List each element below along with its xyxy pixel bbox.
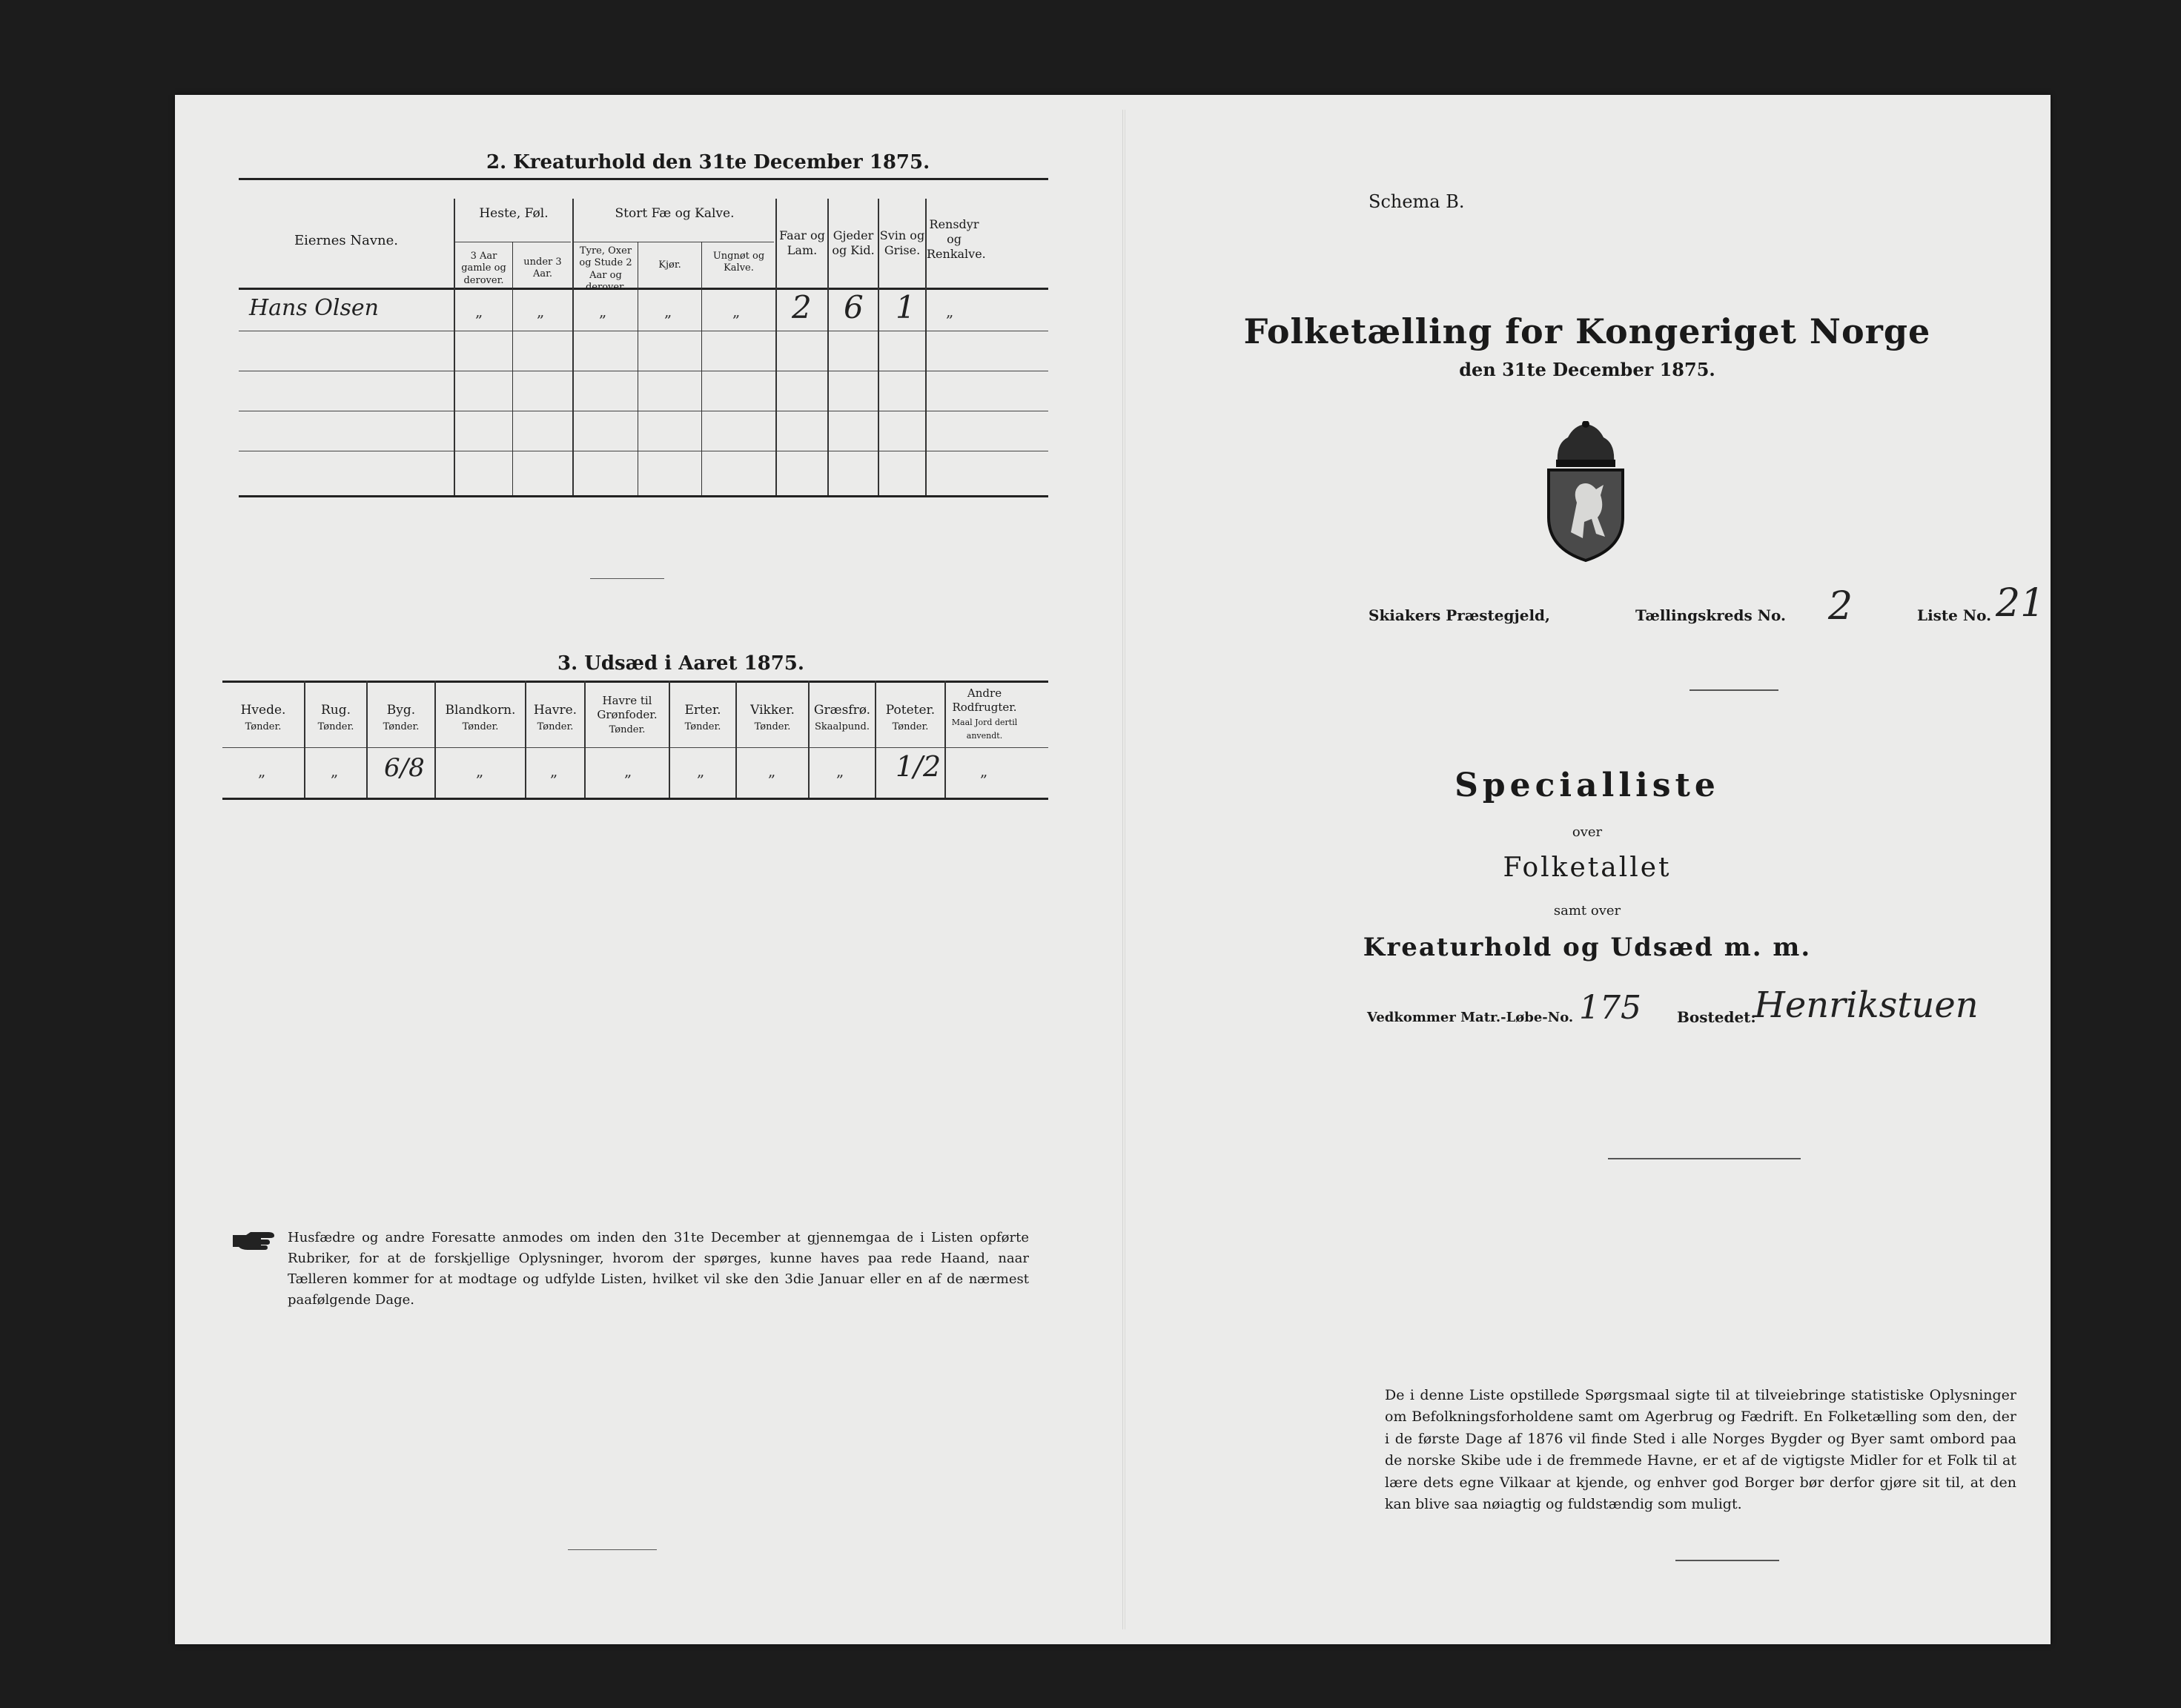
value-graesfro: „ [836, 762, 844, 780]
main-date: den 31te December 1875. [1459, 359, 1715, 380]
value-poteter: 1/2 [896, 750, 941, 783]
divider [568, 1549, 657, 1550]
value-rug: „ [331, 762, 339, 780]
value-hvede: „ [258, 762, 266, 780]
over-text: over [1572, 824, 1603, 840]
footer-text: De i denne Liste opstillede Spørgsmaal sigte til at tilveiebringe statistiske Oplysninger om Befolkningsforholdene samt om Agerbrug og Fædrift. En Folketælling som den, der i de første Dage af 1876 vil finde Sted i alle Norges Bygder og Byer samt ombord paa de norske Skibe ude i de fremmede Havne, er et af de vigtigste Midler for et Folk til at lære dets egne Vilkaar at kjende, og enhver god Borger bør derfor gjøre sit til, at den kan blive saa nøiagtig og fuldstændig som muligt. [1385, 1387, 2016, 1513]
pointing-hand-icon [231, 1229, 276, 1251]
value-heste-3aar: „ [475, 302, 483, 320]
divider [1608, 1158, 1801, 1159]
notice-text: Husfædre og andre Foresatte anmodes om inden den 31te December at gjennemgaa de i Listen opførte Rubriker, for at de forskjellige Oplysninger, hvorom der spørges, kunne haves paa rede Haand, naar Tælleren kommer for at modtage og udfylde Listen, hvilket vil ske den 3die Januar eller en af de nærmest paafølgende Dage. [288, 1230, 1029, 1308]
value-erter: „ [697, 762, 705, 780]
header-tyre-oxer: Tyre, Oxer og Stude 2 Aar og derover. [579, 245, 632, 293]
header-havre: Havre. Tønder. [533, 703, 577, 733]
value-havre-gronfoder: „ [624, 762, 632, 780]
header-rug: Rug. Tønder. [317, 703, 354, 733]
kreaturhold-heading: Kreaturhold og Udsæd m. m. [1363, 933, 1812, 962]
matr-label: Vedkommer Matr.-Løbe-No. [1367, 1010, 1574, 1025]
specialliste-heading: Specialliste [1454, 767, 1720, 804]
header-owner-names: Eiernes Navne. [294, 233, 398, 248]
header-faar: Faar og Lam. [779, 228, 825, 257]
header-rensdyr: Rensdyr og Renkalve. [927, 217, 986, 261]
liste-value: 21 [1996, 581, 2045, 626]
left-page [175, 95, 1124, 1644]
header-vikker: Vikker. Tønder. [750, 703, 795, 733]
value-vikker: „ [768, 762, 776, 780]
header-graesfro: Græsfrø. Skaalpund. [813, 703, 871, 733]
divider [1689, 689, 1778, 691]
value-kjor: „ [664, 302, 672, 320]
main-title: Folketælling for Kongeriget Norge [1243, 311, 1931, 351]
header-poteter: Poteter. Tønder. [885, 703, 936, 733]
header-gjeder: Gjeder og Kid. [832, 228, 875, 257]
kreds-value: 2 [1828, 584, 1853, 629]
schema-label: Schema B. [1368, 191, 1465, 212]
header-hvede: Hvede. Tønder. [240, 703, 286, 733]
header-stort-fae: Stort Fæ og Kalve. [615, 206, 735, 221]
value-havre: „ [550, 762, 558, 780]
header-heste-under-3aar: under 3 Aar. [523, 256, 562, 280]
value-rensdyr: „ [946, 302, 954, 320]
header-blandkorn: Blandkorn. Tønder. [445, 703, 516, 733]
header-svin: Svin og Grise. [879, 228, 925, 257]
header-heste-3aar: 3 Aar gamle og derover. [461, 251, 506, 286]
value-byg: 6/8 [384, 753, 425, 783]
owner-name: Hans Olsen [249, 295, 379, 321]
header-havre-gronfoder: Havre til Grønfoder. Tønder. [597, 694, 658, 735]
section-3-title: 3. Udsæd i Aaret 1875. [557, 652, 804, 675]
header-kjor: Kjør. [658, 259, 681, 271]
header-erter: Erter. Tønder. [684, 703, 721, 733]
prestegjeld-label: Skiakers Præstegjeld, [1368, 606, 1550, 624]
header-ungnot: Ungnøt og Kalve. [712, 251, 765, 274]
divider [590, 578, 664, 579]
value-blandkorn: „ [476, 762, 484, 780]
header-andre-rodfrugter: Andre Rodfrugter. Maal Jord dertil anvendt. [951, 686, 1018, 741]
liste-label: Liste No. [1917, 606, 1992, 624]
header-byg: Byg. Tønder. [383, 703, 420, 733]
bostedet-label: Bostedet: [1677, 1008, 1756, 1026]
census-sheet [175, 95, 2051, 1644]
folketallet-heading: Folketallet [1503, 853, 1672, 883]
value-heste-under-3aar: „ [537, 302, 545, 320]
value-faar: 2 [792, 289, 812, 325]
value-svin: 1 [896, 289, 916, 325]
value-andre-rodfrugter: „ [980, 762, 988, 780]
samt-over-text: samt over [1553, 903, 1621, 918]
value-ungnot: „ [732, 302, 741, 320]
bostedet-value: Henrikstuen [1754, 984, 1979, 1026]
norwegian-coat-of-arms-icon [1541, 421, 1630, 562]
value-tyre-oxer: „ [599, 302, 607, 320]
value-gjeder: 6 [844, 289, 864, 325]
section-2-title: 2. Kreaturhold den 31te December 1875. [486, 151, 930, 173]
matr-value: 175 [1579, 989, 1641, 1027]
right-page [1124, 95, 2051, 1644]
kreds-label: Tællingskreds No. [1635, 606, 1786, 624]
divider [1675, 1560, 1779, 1561]
header-heste: Heste, Føl. [479, 206, 549, 221]
